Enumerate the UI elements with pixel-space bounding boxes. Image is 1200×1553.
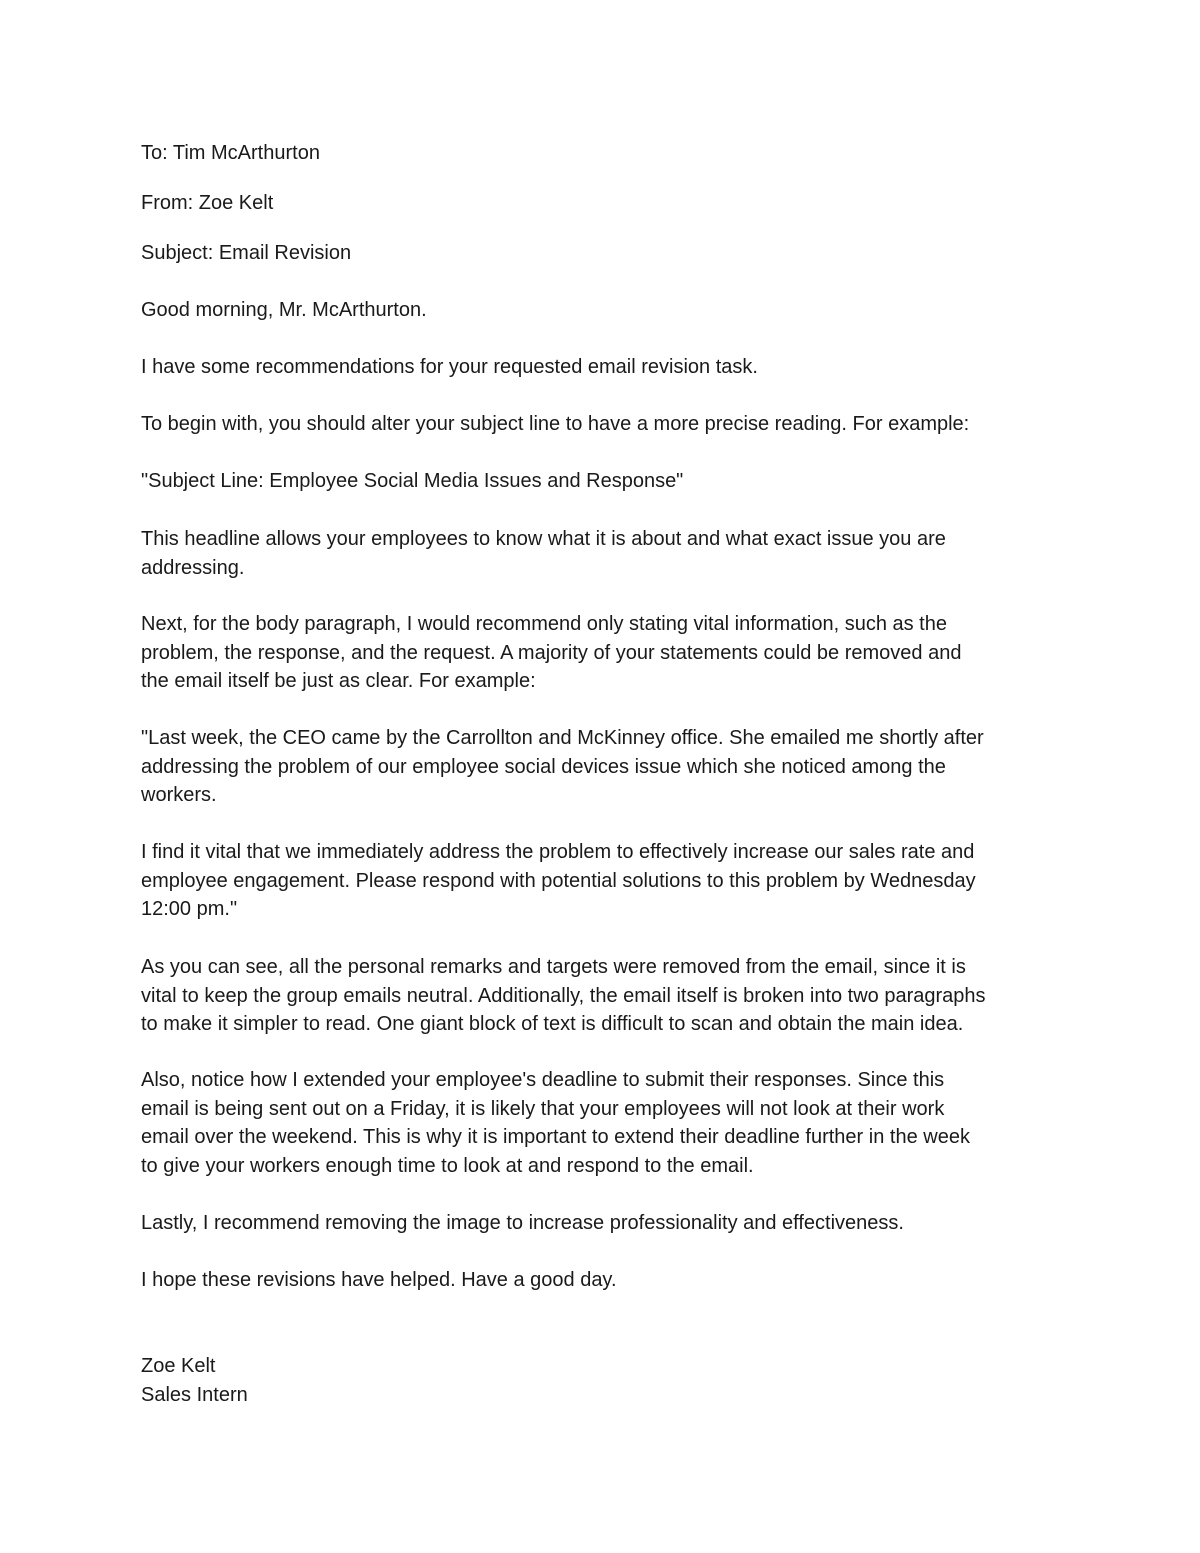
headline-paragraph — [141, 525, 1071, 582]
paragraph-line: employee engagement. Please respond with potential solutions to this problem by Wednesday — [141, 869, 976, 892]
subject-line: Subject: Email Revision — [141, 242, 352, 264]
body-advice-paragraph — [141, 610, 1071, 696]
paragraph-line: email over the weekend. This is why it is important to extend their deadline further in the week — [141, 1126, 970, 1148]
signature-block — [141, 1352, 1071, 1409]
paragraph-line: This headline allows your employees to know what it is about and what exact issue you are — [141, 528, 946, 550]
subject-example-quote: "Subject Line: Employee Social Media Issues and Response" — [141, 470, 684, 492]
paragraph-line: email is being sent out on a Friday, it is likely that your employees will not look at their work — [141, 1097, 945, 1120]
paragraph-line: I find it vital that we immediately address the problem to effectively increase our sales rate and — [141, 841, 975, 863]
to-line: To: Tim McArthurton — [141, 142, 320, 164]
paragraph-line: As you can see, all the personal remarks and targets were removed from the email, since it is — [141, 956, 966, 978]
subject-advice-paragraph: To begin with, you should alter your subject line to have a more precise reading. For example: — [141, 413, 970, 435]
closing-paragraph: I hope these revisions have helped. Have a good day. — [141, 1269, 617, 1291]
example-paragraph-1 — [141, 724, 1071, 810]
deadline-paragraph — [141, 1066, 1071, 1180]
paragraph-line: Next, for the body paragraph, I would recommend only stating vital information, such as the — [141, 613, 947, 635]
paragraph-line: the email itself be just as clear. For example: — [141, 670, 536, 692]
example-paragraph-2 — [141, 838, 1071, 924]
greeting: Good morning, Mr. McArthurton. — [141, 299, 427, 321]
paragraph-line: to make it simpler to read. One giant block of text is difficult to scan and obtain the main idea. — [141, 1013, 964, 1035]
signature-name: Zoe Kelt — [141, 1355, 216, 1377]
from-line: From: Zoe Kelt — [141, 192, 274, 214]
paragraph-line: addressing the problem of our employee social devices issue which she noticed among the — [141, 755, 946, 778]
intro-paragraph: I have some recommendations for your requested email revision task. — [141, 356, 758, 378]
paragraph-line: "Last week, the CEO came by the Carrollton and McKinney office. She emailed me shortly after — [141, 727, 984, 749]
paragraph-line: problem, the response, and the request. A majority of your statements could be removed and — [141, 641, 962, 664]
paragraph-line: workers. — [141, 784, 217, 806]
signature-title: Sales Intern — [141, 1383, 248, 1406]
neutral-paragraph — [141, 953, 1071, 1039]
paragraph-line: Also, notice how I extended your employee's deadline to submit their responses. Since this — [141, 1069, 945, 1091]
paragraph-line: to give your workers enough time to look at and respond to the email. — [141, 1154, 754, 1177]
paragraph-line: addressing. — [141, 556, 245, 579]
paragraph-line: vital to keep the group emails neutral. Additionally, the email itself is broken into two paragraphs — [141, 984, 986, 1007]
image-advice-paragraph: Lastly, I recommend removing the image to increase professionality and effectiveness. — [141, 1212, 904, 1234]
paragraph-line: 12:00 pm." — [141, 898, 238, 920]
